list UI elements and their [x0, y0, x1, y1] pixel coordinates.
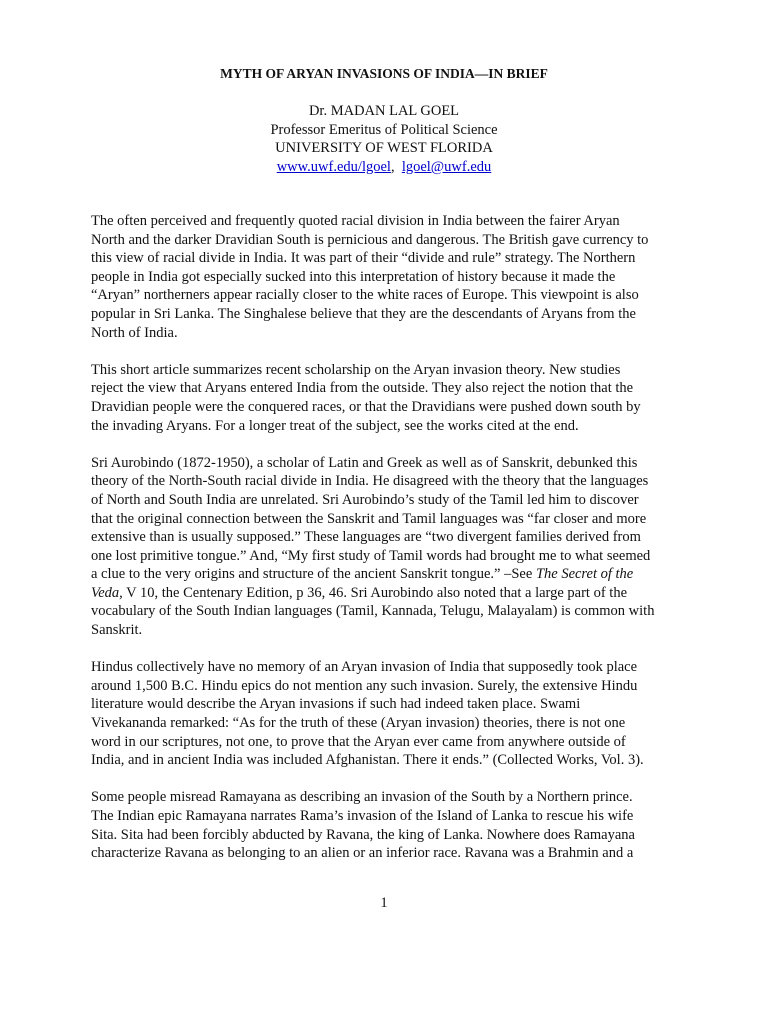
- text-line: North of India.: [91, 324, 178, 341]
- text-line: theory of the North-South racial divide in India. He disagreed with the theory that the languages: [91, 473, 649, 490]
- text-line: North and the darker Dravidian South is pernicious and dangerous. The British gave currency to: [91, 231, 649, 248]
- document-title: MYTH OF ARYAN INVASIONS OF INDIA—IN BRIEF: [220, 66, 548, 81]
- text-line: popular in Sri Lanka. The Singhalese believe that they are the descendants of Aryans from the: [91, 305, 636, 322]
- paragraph-racial-division: [91, 212, 691, 342]
- text-line: vocabulary of the South Indian languages (Tamil, Kannada, Telugu, Malayalam) is common with: [91, 603, 655, 620]
- author-institution: UNIVERSITY OF WEST FLORIDA: [275, 140, 493, 156]
- text-line: one lost primitive tongue.” And, “My first study of Tamil words had brought me to what seemed: [91, 547, 651, 564]
- text-line: The Indian epic Ramayana narrates Rama’s invasion of the Island of Lanka to rescue his wife: [91, 808, 634, 824]
- text-line: extensive than is usually supposed.” These languages are “two divergent families derived from: [91, 529, 641, 546]
- text-segment: V 10, the Centenary Edition, p 36, 46. Sri Aurobindo also noted that a large part of the: [122, 584, 628, 601]
- text-line: India, and in ancient India was included Afghanistan. There it ends.” (Collected Works, Vol. 3).: [91, 752, 644, 769]
- text-line: of North and South India are unrelated. Sri Aurobindo’s study of the Tamil led him to discover: [91, 491, 639, 508]
- contact-separator: ,: [390, 158, 395, 175]
- paragraph-summary: [91, 361, 691, 435]
- page-number: 1: [380, 895, 388, 911]
- text-line: This short article summarizes recent scholarship on the Aryan invasion theory. New studies: [91, 361, 621, 378]
- text-line: that the original connection between the Sanskrit and Tamil languages was “far closer and more: [91, 510, 647, 527]
- author-block: [0, 102, 768, 176]
- paragraph-ramayana: [91, 788, 691, 862]
- text-line: around 1,500 B.C. Hindu epics do not mention any such invasion. Surely, the extensive Hindu: [91, 677, 638, 694]
- text-line: Sita. Sita had been forcibly abducted by Ravana, the king of Lanka. Nowhere does Ramayana: [91, 826, 635, 843]
- author-website-link[interactable]: www.uwf.edu/lgoel: [276, 158, 391, 175]
- text-line: Some people misread Ramayana as describing an invasion of the South by a Northern prince.: [91, 789, 633, 806]
- paragraph-aurobindo: [91, 454, 691, 640]
- text-line: people in India got especially sucked into this interpretation of history because it made the: [91, 268, 616, 285]
- book-title-italic: Veda,: [91, 584, 123, 601]
- text-line: [91, 584, 691, 603]
- text-line: The often perceived and frequently quoted racial division in India between the fairer Aryan: [91, 213, 620, 229]
- text-line: reject the view that Aryans entered India from the outside. They also reject the notion that the: [91, 380, 634, 397]
- text-line: Vivekananda remarked: “As for the truth of these (Aryan invasion) theories, there is not one: [91, 715, 626, 732]
- text-line: characterize Ravana as belonging to an alien or an inferior race. Ravana was a Brahmin and a: [91, 845, 634, 862]
- document-body: [91, 212, 691, 881]
- text-line: Sri Aurobindo (1872-1950), a scholar of Latin and Greek as well as of Sanskrit, debunked this: [91, 454, 638, 471]
- author-email-link[interactable]: lgoel@uwf.edu: [401, 158, 492, 175]
- text-line: word in our scriptures, not one, to prove that the Aryan ever came from anywhere outside of: [91, 733, 626, 750]
- author-contacts: [0, 158, 768, 177]
- text-segment: a clue to the very origins and structure of the ancient Sanskrit tongue.” –See: [91, 566, 536, 583]
- paragraph-hindu-memory: [91, 658, 691, 770]
- author-position: Professor Emeritus of Political Science: [270, 121, 498, 138]
- book-title-italic: The Secret of the: [535, 566, 634, 583]
- text-line: Sanskrit.: [91, 622, 143, 639]
- author-name: Dr. MADAN LAL GOEL: [308, 103, 460, 119]
- text-line: “Aryan” northerners appear racially closer to the white races of Europe. This viewpoint is also: [91, 287, 639, 304]
- text-line: literature would describe the Aryan invasions if such had indeed taken place. Swami: [91, 696, 581, 713]
- text-line: this view of racial divide in India. It was part of their “divide and rule” strategy. The Northern: [91, 250, 636, 267]
- text-line: [91, 565, 691, 584]
- text-line: Dravidian people were the conquered races, or that the Dravidians were pushed down south by: [91, 398, 641, 415]
- text-line: Hindus collectively have no memory of an Aryan invasion of India that supposedly took place: [91, 659, 638, 676]
- text-line: the invading Aryans. For a longer treat of the subject, see the works cited at the end.: [91, 417, 579, 434]
